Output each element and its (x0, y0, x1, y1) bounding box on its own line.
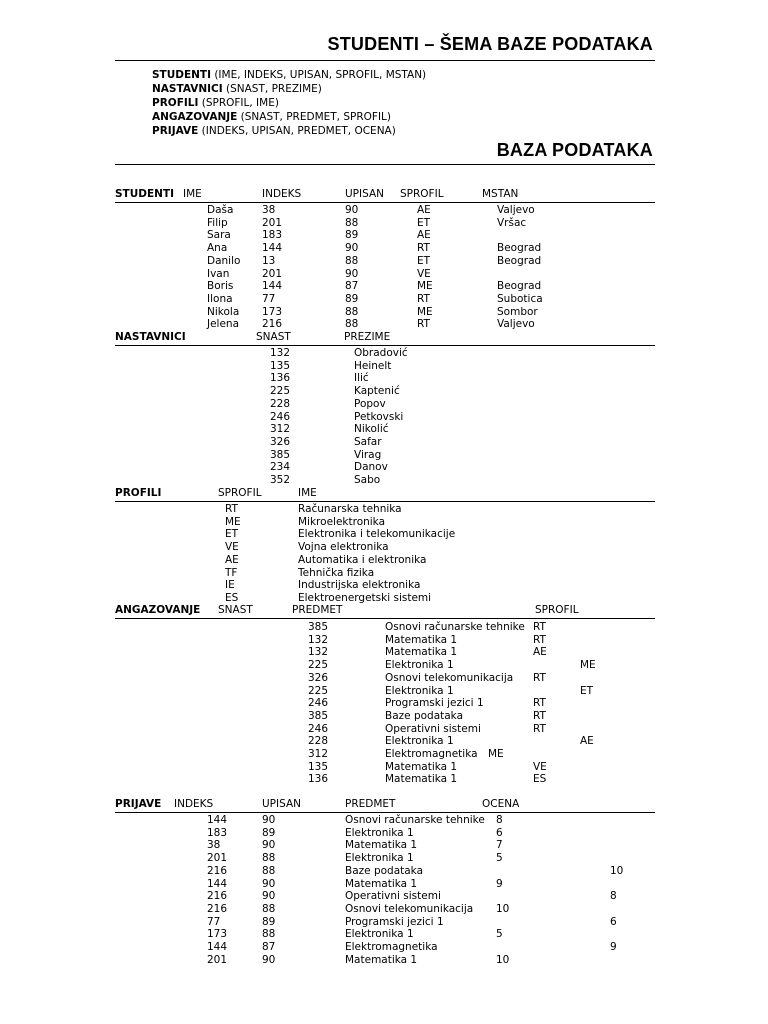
table-cell: Automatika i elektronika (298, 553, 427, 566)
table-cell: Računarska tehnika (298, 503, 402, 515)
table-cell: Heinelt (354, 359, 392, 372)
table-cell: Operativni sistemi (385, 722, 481, 735)
table-cell: 90 (262, 953, 276, 966)
table-cell: Programski jezici 1 (385, 697, 484, 710)
table-cell: 246 (308, 722, 329, 735)
column-header: SPROFIL (535, 604, 579, 616)
table-cell: 173 (262, 305, 283, 318)
table-cell: Elektroenergetski sistemi (298, 591, 432, 604)
table-label: PROFILI (115, 487, 162, 499)
table-cell: 135 (270, 359, 291, 372)
column-header: INDEKS (174, 798, 214, 810)
table-header-rule (115, 501, 655, 502)
table-cell: Beograd (497, 254, 542, 267)
table-cell: Subotica (497, 292, 543, 305)
table-cell: Elektronika 1 (345, 852, 414, 865)
table-cell: RT (533, 633, 546, 646)
table-cell: 216 (207, 864, 228, 877)
table-cell: 246 (270, 410, 291, 423)
table-cell: 352 (270, 474, 291, 486)
table-cell: ET (580, 684, 594, 697)
column-header: OCENA (482, 798, 520, 810)
table-cell: 144 (207, 877, 228, 890)
table-cell: 9 (496, 877, 503, 890)
table-cell: Osnovi računarske tehnike (385, 621, 525, 633)
table-cell: 234 (270, 461, 291, 474)
table-cell: Programski jezici 1 (345, 915, 444, 928)
table-cell: 135 (308, 760, 329, 773)
table-cell: 225 (308, 659, 329, 672)
schema-line-studenti (152, 69, 426, 81)
table-cell: AE (417, 204, 431, 216)
schema-attributes: (INDEKS, UPISAN, PREDMET, OCENA) (198, 125, 396, 137)
page-title: STUDENTI – ŠEMA BAZE PODATAKA (327, 34, 653, 54)
table-cell: 88 (345, 305, 359, 318)
table-cell: ME (580, 659, 596, 672)
schema-attributes: (SNAST, PREZIME) (222, 83, 322, 95)
table-cell: Popov (354, 397, 386, 410)
table-cell: 216 (207, 890, 228, 903)
table-cell: Ivan (207, 267, 230, 280)
table-cell: 88 (262, 928, 276, 941)
table-cell: 6 (496, 826, 503, 839)
column-header: SPROFIL (400, 188, 444, 200)
table-cell: Filip (207, 216, 228, 229)
table-cell: Nikola (207, 305, 240, 318)
table-cell: 8 (610, 890, 617, 903)
table-cell: Elektromagnetika (345, 941, 438, 953)
table-cell: Danov (354, 461, 388, 474)
table-cell: RT (225, 503, 238, 515)
table-cell: Elektronika 1 (345, 826, 414, 839)
table-header-rule (115, 345, 655, 346)
table-cell: Daša (207, 204, 234, 216)
table-cell: 7 (496, 839, 503, 852)
table-header-rule (115, 812, 655, 813)
table-cell: Boris (207, 280, 234, 293)
table-cell: Sabo (354, 474, 381, 486)
table-cell: 9 (610, 941, 617, 953)
database-subtitle: BAZA PODATAKA (496, 140, 653, 160)
table-cell: AE (580, 735, 594, 748)
table-cell: ME (417, 280, 433, 293)
table-cell: 88 (345, 318, 359, 331)
table-cell: 38 (207, 839, 221, 852)
column-header: IME (298, 487, 317, 499)
table-cell: 173 (207, 928, 228, 941)
table-cell: 10 (610, 864, 624, 877)
table-cell: Osnovi računarske tehnike (345, 814, 485, 826)
schema-table-name: NASTAVNICI (152, 83, 223, 95)
table-cell: Industrijska elektronika (298, 579, 421, 592)
table-cell: 88 (345, 254, 359, 267)
table-cell: Petkovski (354, 410, 404, 423)
table-cell: ME (417, 305, 433, 318)
table-cell: 225 (308, 684, 329, 697)
column-header: MSTAN (482, 188, 519, 200)
column-header: IME (183, 188, 202, 200)
table-cell: 89 (262, 826, 276, 839)
table-cell: Ana (207, 242, 228, 255)
table-cell: Elektronika 1 (385, 684, 454, 697)
table-cell: 228 (270, 397, 291, 410)
table-header-rule (115, 618, 655, 619)
table-cell: 90 (262, 839, 276, 852)
table-cell: Matematika 1 (345, 953, 418, 966)
table-cell: Jelena (207, 318, 240, 331)
table-cell: Matematika 1 (345, 877, 418, 890)
table-cell: 6 (610, 915, 617, 928)
schema-table-name: PROFILI (152, 97, 199, 109)
table-cell: 90 (262, 890, 276, 903)
table-cell: Beograd (497, 280, 542, 293)
table-cell: Elektronika 1 (345, 928, 414, 941)
schema-line-prijave (152, 125, 396, 137)
schema-table-name: PRIJAVE (152, 125, 199, 137)
table-cell: 201 (207, 953, 228, 966)
table-cell: 326 (308, 671, 329, 684)
schema-line-nastavnici (152, 83, 322, 95)
column-header: PREDMET (345, 798, 396, 810)
table-cell: 5 (496, 928, 503, 941)
schema-line-profili (152, 97, 279, 109)
table-cell: Valjevo (497, 318, 535, 331)
table-cell: IE (225, 579, 235, 592)
table-cell: Matematika 1 (385, 773, 458, 786)
table-cell: 89 (345, 229, 359, 242)
table-cell: 88 (345, 216, 359, 229)
table-cell: ME (225, 515, 241, 528)
table-cell: 5 (496, 852, 503, 865)
table-cell: Elektronika 1 (385, 659, 454, 672)
table-cell: 87 (345, 280, 359, 293)
table-cell: 88 (262, 902, 276, 915)
table-label: PRIJAVE (115, 798, 162, 810)
table-cell: Virag (354, 448, 382, 461)
table-cell: 246 (308, 697, 329, 710)
table-cell: Nikolić (354, 423, 389, 436)
table-cell: 216 (262, 318, 283, 331)
column-header: PREZIME (344, 331, 391, 343)
table-cell: Baze podataka (385, 709, 464, 722)
table-label: STUDENTI (115, 188, 174, 200)
table-cell: Mikroelektronika (298, 515, 386, 528)
table-header-rule (115, 202, 655, 203)
table-cell: 385 (308, 709, 329, 722)
table-cell: RT (417, 242, 430, 255)
table-cell: 89 (345, 292, 359, 305)
table-cell: ET (417, 216, 431, 229)
table-cell: Kaptenić (354, 385, 400, 398)
table-cell: Sara (207, 229, 231, 242)
table-cell: Osnovi telekomunikacija (345, 902, 474, 915)
table-cell: 201 (207, 852, 228, 865)
table-cell: TF (225, 566, 238, 579)
table-cell: 312 (270, 423, 291, 436)
table-cell: Elektronika 1 (385, 735, 454, 748)
schema-attributes: (IME, INDEKS, UPISAN, SPROFIL, MSTAN) (211, 69, 427, 81)
table-cell: Sombor (497, 305, 538, 318)
table-cell: 144 (262, 280, 283, 293)
table-cell: VE (533, 760, 547, 773)
table-cell: 90 (262, 877, 276, 890)
table-cell: VE (417, 267, 431, 280)
table-cell: 90 (262, 814, 276, 826)
table-label: NASTAVNICI (115, 331, 186, 343)
table-cell: Vojna elektronika (298, 541, 389, 554)
table-cell: 385 (270, 448, 291, 461)
table-cell: Matematika 1 (385, 633, 458, 646)
table-cell: 90 (345, 242, 359, 255)
table-cell: 38 (262, 204, 276, 216)
table-cell: 144 (207, 814, 228, 826)
table-cell: 225 (270, 385, 291, 398)
table-cell: Osnovi telekomunikacija (385, 671, 514, 684)
table-cell: 136 (270, 372, 291, 385)
table-cell: 144 (207, 941, 228, 953)
table-cell: 183 (262, 229, 283, 242)
table-cell: 10 (496, 953, 510, 966)
table-cell: 132 (270, 347, 291, 359)
table-cell: 89 (262, 915, 276, 928)
table-cell: RT (533, 671, 546, 684)
subtitle-rule (115, 164, 655, 165)
table-cell: Matematika 1 (385, 646, 458, 659)
table-cell: Ilona (207, 292, 233, 305)
table-cell: RT (533, 709, 546, 722)
schema-attributes: (SNAST, PREDMET, SPROFIL) (237, 111, 391, 123)
table-cell: Matematika 1 (345, 839, 418, 852)
column-header: SNAST (218, 604, 253, 616)
table-cell: Obradović (354, 347, 408, 359)
table-cell: Beograd (497, 242, 542, 255)
table-cell: Baze podataka (345, 864, 424, 877)
table-cell: Matematika 1 (385, 760, 458, 773)
column-header: PREDMET (292, 604, 343, 616)
table-cell: 77 (207, 915, 221, 928)
column-header: UPISAN (345, 188, 385, 200)
table-cell: 13 (262, 254, 276, 267)
table-cell: Danilo (207, 254, 241, 267)
table-cell: ES (533, 773, 547, 786)
table-cell: 216 (207, 902, 228, 915)
table-cell: 385 (308, 621, 329, 633)
schema-attributes: (SPROFIL, IME) (198, 97, 279, 109)
table-cell: 144 (262, 242, 283, 255)
schema-line-angazovanje (152, 111, 391, 123)
table-cell: RT (533, 697, 546, 710)
table-cell: ET (225, 528, 239, 541)
table-cell: Valjevo (497, 204, 535, 216)
table-cell: Elektronika i telekomunikacije (298, 528, 456, 541)
table-cell: 201 (262, 216, 283, 229)
table-cell: RT (533, 621, 546, 633)
table-cell: RT (417, 292, 430, 305)
table-cell: 228 (308, 735, 329, 748)
table-cell: RT (417, 318, 430, 331)
column-header: INDEKS (262, 188, 302, 200)
column-header: SNAST (256, 331, 291, 343)
table-cell: Ilić (354, 372, 369, 385)
table-cell: 88 (262, 864, 276, 877)
table-cell: AE (533, 646, 547, 659)
table-cell: 90 (345, 267, 359, 280)
column-header: SPROFIL (218, 487, 262, 499)
table-cell: AE (417, 229, 431, 242)
table-cell: Operativni sistemi (345, 890, 441, 903)
table-cell: 132 (308, 633, 329, 646)
table-cell: 90 (345, 204, 359, 216)
table-cell: 77 (262, 292, 276, 305)
table-cell: Safar (354, 435, 382, 448)
table-cell: ME (488, 748, 504, 760)
table-cell: Vršac (497, 216, 527, 229)
table-label: ANGAZOVANJE (115, 604, 201, 616)
table-cell: 132 (308, 646, 329, 659)
table-cell: Elektromagnetika (385, 748, 478, 760)
table-cell: 8 (496, 814, 503, 826)
table-cell: VE (225, 541, 239, 554)
table-cell: Tehnička fizika (298, 566, 375, 579)
column-header: UPISAN (262, 798, 302, 810)
table-cell: 312 (308, 748, 329, 760)
table-cell: 87 (262, 941, 276, 953)
table-cell: 88 (262, 852, 276, 865)
table-cell: 201 (262, 267, 283, 280)
schema-table-name: ANGAZOVANJE (152, 111, 238, 123)
schema-table-name: STUDENTI (152, 69, 211, 81)
table-cell: ET (417, 254, 431, 267)
table-cell: 183 (207, 826, 228, 839)
table-cell: 136 (308, 773, 329, 786)
table-cell: AE (225, 553, 239, 566)
table-cell: ES (225, 591, 239, 604)
table-cell: 10 (496, 902, 510, 915)
title-rule (115, 60, 655, 61)
table-cell: 326 (270, 435, 291, 448)
table-cell: RT (533, 722, 546, 735)
